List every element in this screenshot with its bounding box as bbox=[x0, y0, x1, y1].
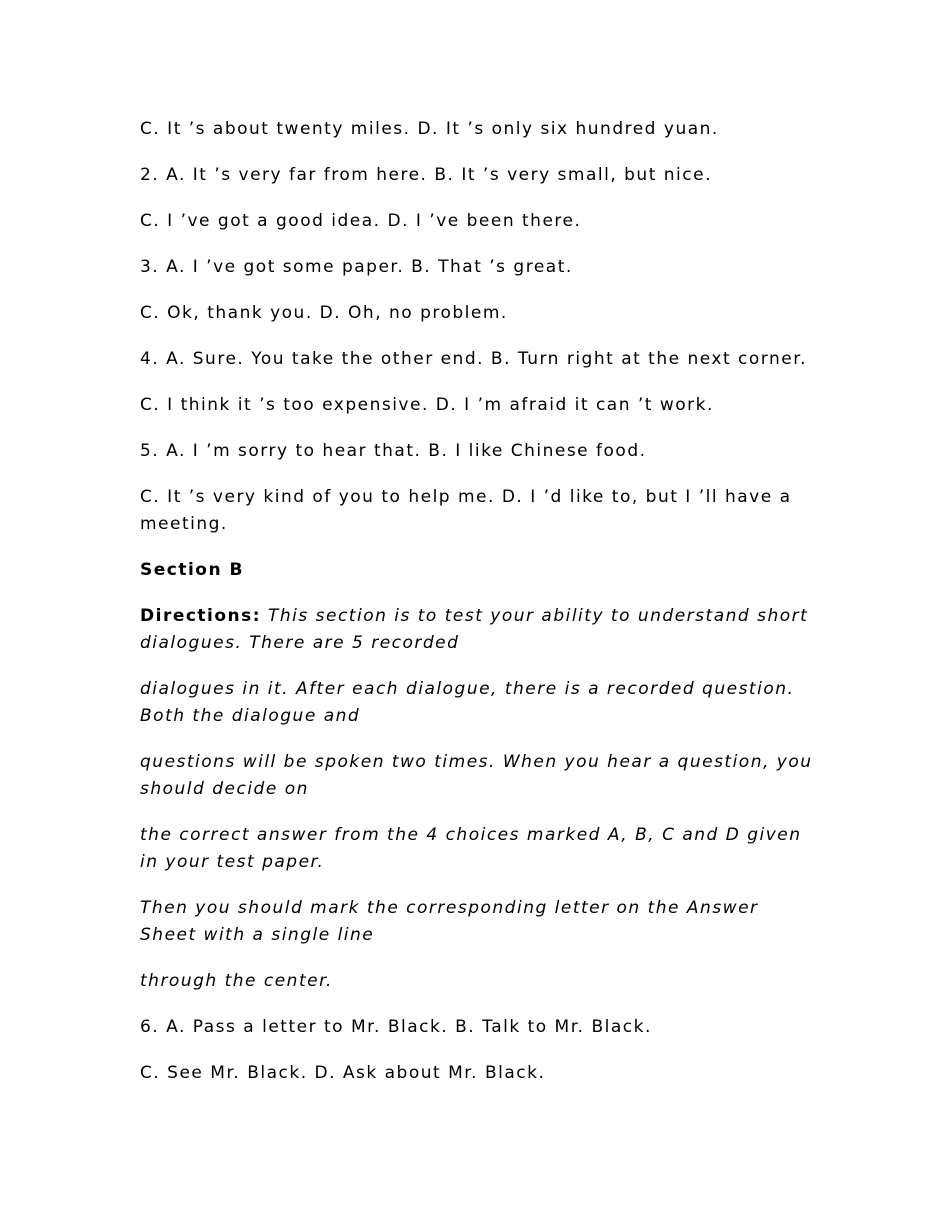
section-b-heading: Section B bbox=[140, 560, 244, 580]
directions-text: questions will be spoken two times. When you hear a question, you should decide on bbox=[140, 752, 813, 799]
answer-options-line: C. Ok, thank you. D. Oh, no problem. bbox=[140, 303, 508, 323]
directions-label: Directions: bbox=[140, 606, 262, 626]
answer-options-line: C. See Mr. Black. D. Ask about Mr. Black. bbox=[140, 1063, 546, 1083]
question-4-options: 4. A. Sure. You take the other end. B. Turn right at the next corner. bbox=[140, 349, 808, 369]
directions-text: through the center. bbox=[140, 971, 333, 991]
question-2-options: 2. A. It ’s very far from here. B. It ’s very small, but nice. bbox=[140, 165, 712, 185]
answer-options-line: C. I think it ’s too expensive. D. I ’m afraid it can ’t work. bbox=[140, 395, 714, 415]
answer-options-line: C. I ’ve got a good idea. D. I ’ve been there. bbox=[140, 211, 582, 231]
directions-text: the correct answer from the 4 choices marked A, B, C and D given in your test paper. bbox=[140, 825, 802, 872]
document-page bbox=[140, 116, 820, 1106]
directions-text: Then you should mark the corresponding letter on the Answer Sheet with a single line bbox=[140, 898, 759, 945]
directions-text: This section is to test your ability to understand short dialogues. There are 5 recorded bbox=[140, 606, 809, 653]
question-3-options: 3. A. I ’ve got some paper. B. That ’s great. bbox=[140, 257, 573, 277]
answer-options-line: C. It ’s very kind of you to help me. D. I ’d like to, but I ’ll have a meeting. bbox=[140, 487, 792, 534]
question-6-options: 6. A. Pass a letter to Mr. Black. B. Talk to Mr. Black. bbox=[140, 1017, 652, 1037]
directions-text: dialogues in it. After each dialogue, there is a recorded question. Both the dialogue and bbox=[140, 679, 795, 726]
directions-paragraph bbox=[140, 603, 820, 657]
answer-options-line: C. It ’s about twenty miles. D. It ’s only six hundred yuan. bbox=[140, 119, 719, 139]
question-5-options: 5. A. I ’m sorry to hear that. B. I like Chinese food. bbox=[140, 441, 647, 461]
